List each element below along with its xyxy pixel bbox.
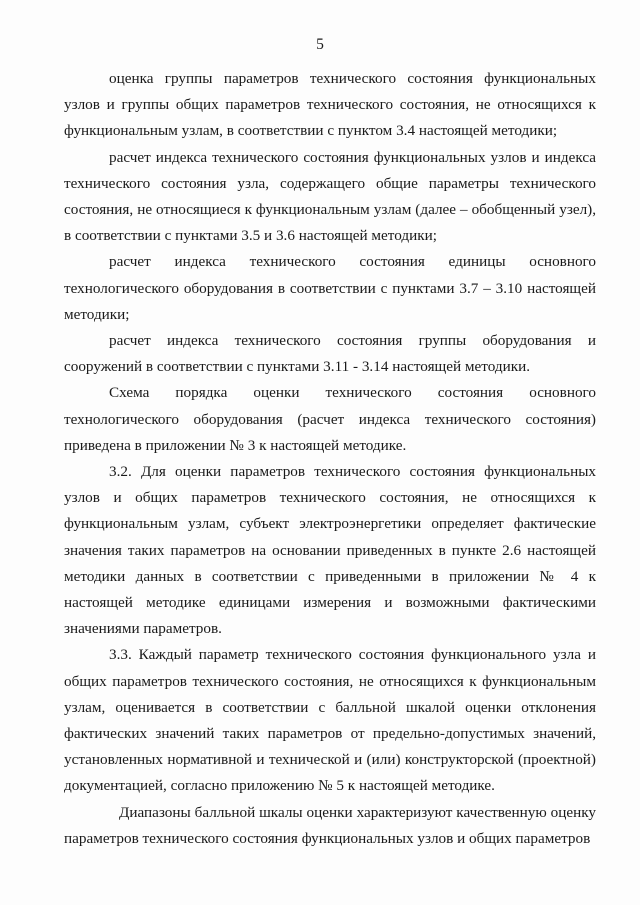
paragraph-4: расчет индекса технического состояния группы оборудования и сооружений в соответствии с пунктами 3.11 - 3.14 настоящей методики.: [64, 332, 596, 376]
paragraph-8: Диапазоны балльной шкалы оценки характеризуют качественную оценку параметров технического состояния функциональных узлов и общих параметров: [64, 803, 596, 847]
document-body: [64, 66, 596, 852]
page-number: 5: [316, 36, 324, 53]
paragraph-2: расчет индекса технического состояния функциональных узлов и индекса технического состояния узла, содержащего общие параметры технического состояния, не относящиеся к функциональным узлам (далее – обобщенный узел), в соответствии с пунктами 3.5 и 3.6 настоящей методики;: [64, 148, 596, 245]
paragraph-5: Схема порядка оценки технического состояния основного технологического оборудования (расчет индекса технического состояния) приведена в приложении № 3 к настоящей методике.: [64, 384, 596, 454]
paragraph-section-3-2: 3.2. Для оценки параметров технического состояния функциональных узлов и общих параметров технического состояния, не относящихся к функциональным узлам, субъект электроэнергетики определяет фактические значения таких параметров на основании приведенных в пункте 2.6 настоящей методики данных в соответствии с приведенными в приложении № 4 к настоящей методике единицами измерения и возможными фактическими значениями параметров.: [64, 463, 596, 638]
paragraph-3: расчет индекса технического состояния единицы основного технологического оборудования в соответствии с пунктами 3.7 – 3.10 настоящей методики;: [64, 253, 596, 323]
paragraph-section-3-3: 3.3. Каждый параметр технического состояния функционального узла и общих параметров технического состояния, не относящихся к функциональным узлам, оценивается в соответствии с балльной шкалой оценки отклонения фактических значений таких параметров от предельно-допустимых значений, установленных нормативной и технической и (или) конструкторской (проектной) документацией, согласно приложению № 5 к настоящей методике.: [64, 646, 596, 795]
paragraph-1: оценка группы параметров технического состояния функциональных узлов и группы общих параметров технического состояния, не относящихся к функциональным узлам, в соответствии с пунктом 3.4 настоящей методики;: [64, 70, 596, 140]
